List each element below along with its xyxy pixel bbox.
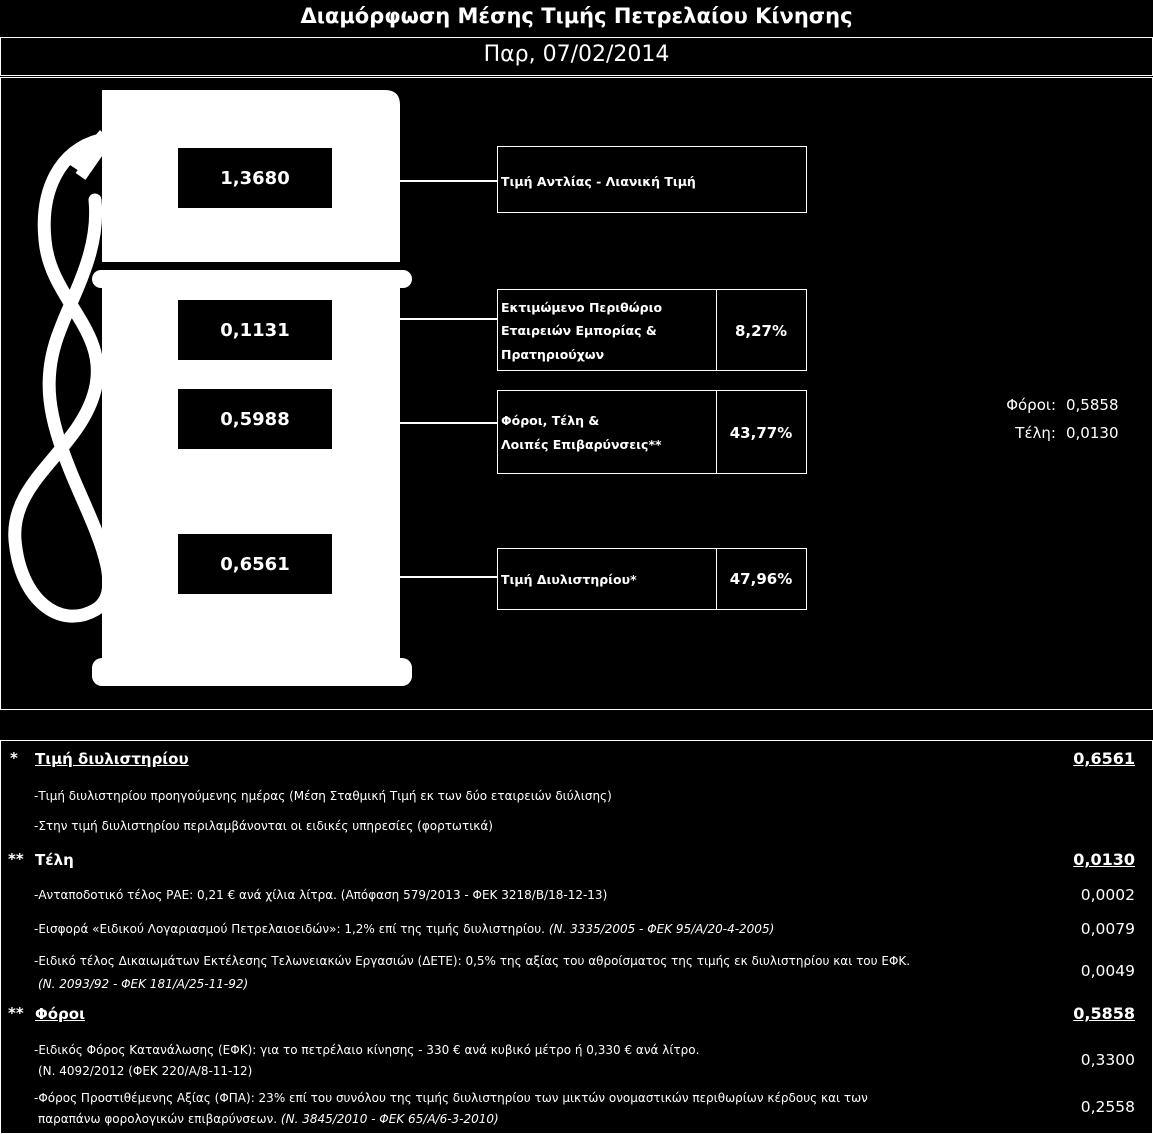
taxes-label-line-2: Λοιπές Επιβαρύνσεις** bbox=[501, 437, 662, 452]
refinery-pct: 47,96% bbox=[729, 570, 793, 588]
fees-heading: Τέλη bbox=[35, 851, 74, 869]
side-taxes-value: 0,5858 bbox=[1066, 396, 1119, 414]
taxes-total: 0,5858 bbox=[1073, 1004, 1135, 1023]
tax-item-2-value: 0,2558 bbox=[1080, 1098, 1135, 1116]
tax-item-2: -Φόρος Προστιθέμενης Αξίας (ΦΠΑ): 23% επί του συνόλου της τιμής διυλιστηρίου των μικτών ονομαστικών περιθωρίων κέρδους και των bbox=[34, 1091, 868, 1105]
side-fees-value: 0,0130 bbox=[1066, 424, 1119, 442]
tax-item-1-value: 0,3300 bbox=[1080, 1051, 1135, 1069]
refinery-label: Τιμή Διυλιστηρίου* bbox=[501, 572, 637, 587]
margin-label-line-1: Εκτιμώμενο Περιθώριο bbox=[501, 300, 663, 315]
fee-item-1: -Ανταποδοτικό τέλος ΡΑΕ: 0,21 € ανά χίλια λίτρα. (Απόφαση 579/2013 - ΦΕΚ 3218/Β/18-12-13) bbox=[34, 888, 608, 902]
margin-value-box: 0,1131 bbox=[178, 300, 332, 360]
fee-item-3: -Ειδικό τέλος Δικαιωμάτων Εκτέλεσης Τελωνειακών Εργασιών (ΔΕΤΕ): 0,5% της αξίας του αθροίσματος της τιμής εκ διυλιστηρίου και του ΕΦΚ. bbox=[34, 954, 911, 968]
taxes-value-box: 0,5988 bbox=[178, 389, 332, 449]
margin-pct: 8,27% bbox=[734, 322, 788, 340]
tax-item-1-ref: (Ν. 4092/2012 (ΦΕΚ 220/Α/8-11-12) bbox=[38, 1064, 253, 1078]
margin-label-line-3: Πρατηριούχων bbox=[501, 347, 605, 362]
taxes-heading: Φόροι bbox=[35, 1005, 85, 1023]
refinery-note-2: -Στην τιμή διυλιστηρίου περιλαμβάνονται οι ειδικές υπηρεσίες (φορτωτικά) bbox=[34, 819, 493, 833]
date-label: Παρ, 07/02/2014 bbox=[483, 42, 670, 67]
refinery-heading: Τιμή διυλιστηρίου bbox=[35, 750, 189, 768]
refinery-total: 0,6561 bbox=[1073, 749, 1135, 768]
tax-item-2-ref: (Ν. 3845/2010 - ΦΕΚ 65/Α/6-3-2010) bbox=[280, 1112, 499, 1126]
refinery-note-1: -Τιμή διυλιστηρίου προηγούμενης ημέρας (Μέση Σταθμική Τιμή εκ των δύο εταιρειών διύλισης) bbox=[34, 789, 612, 803]
fee-item-2: -Εισφορά «Ειδικού Λογαριασμού Πετρελαιοειδών»: 1,2% επί της τιμής διυλιστηρίου. (Ν. 3335/2005 - ΦΕΚ 95/Α/20-4-2005) bbox=[34, 922, 775, 936]
fee-item-3-value: 0,0049 bbox=[1080, 962, 1135, 980]
fee-item-2-value: 0,0079 bbox=[1080, 920, 1135, 938]
fees-marker: ** bbox=[8, 850, 24, 868]
fee-item-3-ref: (Ν. 2093/92 - ΦΕΚ 181/Α/25-11-92) bbox=[38, 977, 249, 991]
side-taxes-label: Φόροι: bbox=[1006, 396, 1056, 414]
retail-label: Τιμή Αντλίας - Λιανική Τιμή bbox=[501, 174, 696, 189]
taxes-pct: 43,77% bbox=[729, 424, 793, 442]
page-title: Διαμόρφωση Μέσης Τιμής Πετρελαίου Κίνησης bbox=[300, 4, 853, 28]
refinery-value-box: 0,6561 bbox=[178, 534, 332, 594]
fee-item-1-value: 0,0002 bbox=[1080, 886, 1135, 904]
side-fees-label: Τέλη: bbox=[1015, 424, 1056, 442]
fee-item-2-ref: (Ν. 3335/2005 - ΦΕΚ 95/Α/20-4-2005) bbox=[548, 922, 775, 936]
refinery-marker: * bbox=[10, 749, 18, 767]
taxes-marker: ** bbox=[8, 1004, 24, 1022]
tax-item-2-line2: παραπάνω φορολογικών επιβαρύνσεων. (Ν. 3845/2010 - ΦΕΚ 65/Α/6-3-2010) bbox=[38, 1112, 499, 1126]
fees-total: 0,0130 bbox=[1073, 850, 1135, 869]
taxes-label-line-1: Φόροι, Τέλη & bbox=[501, 413, 600, 428]
retail-price-box: 1,3680 bbox=[178, 148, 332, 208]
tax-item-1: -Ειδικός Φόρος Κατανάλωσης (ΕΦΚ): για το πετρέλαιο κίνησης - 330 € ανά κυβικό μέτρο ή 0,330 € ανά λίτρο. bbox=[34, 1043, 700, 1057]
margin-label-line-2: Εταιρειών Εμπορίας & bbox=[501, 323, 657, 338]
